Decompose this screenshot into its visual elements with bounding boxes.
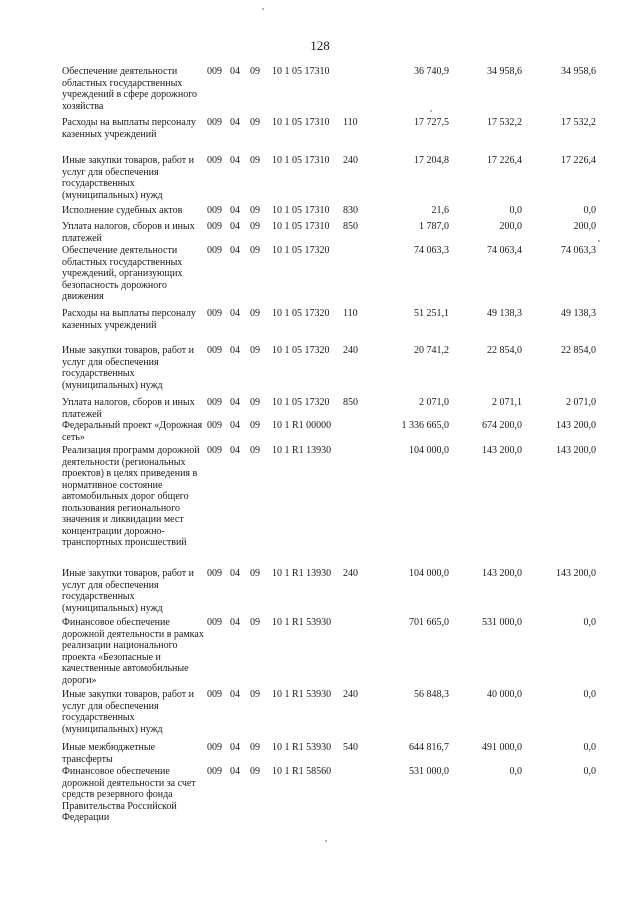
code-section: 04 [230,568,240,579]
value-year-3: 143 200,0 [556,568,596,579]
value-year-3: 0,0 [583,205,596,216]
value-year-1: 701 665,0 [409,617,449,628]
code-expense-type: 850 [343,221,358,232]
code-ved: 009 [207,617,222,628]
value-year-2: 531 000,0 [482,617,522,628]
code-expense-type: 110 [343,308,358,319]
scan-speck [325,840,327,842]
code-ved: 009 [207,742,222,753]
code-section: 04 [230,155,240,166]
row-label: Иные межбюджетные трансферты [62,742,156,765]
code-target-article: 10 1 R1 53930 [272,689,332,700]
value-year-2: 74 063,4 [487,245,522,256]
row-label: Реализация программ дорожной деятельности (региональных проектов) в целях приведения в нормативное состояние автомобильных дорог общего пользования регионального значения и ликвидации мест концентрации дорожно-транспортных происшествий [62,445,200,548]
code-subsection: 09 [250,397,260,408]
code-target-article: 10 1 05 17320 [272,308,330,319]
row-label: Финансовое обеспечение дорожной деятельности за счет средств резервного фонда Правительства Российской Федерации [62,766,196,823]
value-year-3: 49 138,3 [561,308,596,319]
code-ved: 009 [207,221,222,232]
code-subsection: 09 [250,420,260,431]
value-year-2: 143 200,0 [482,445,522,456]
code-section: 04 [230,397,240,408]
page-number: 128 [310,38,330,53]
code-ved: 009 [207,397,222,408]
value-year-1: 2 071,0 [419,397,449,408]
code-ved: 009 [207,345,222,356]
code-expense-type: 540 [343,742,358,753]
value-year-3: 0,0 [583,689,596,700]
code-target-article: 10 1 05 17320 [272,345,330,356]
row-label: Обеспечение деятельности областных государственных учреждений в сфере дорожного хозяйства [62,66,198,112]
code-target-article: 10 1 R1 58560 [272,766,332,777]
code-expense-type: 240 [343,345,358,356]
code-subsection: 09 [250,689,260,700]
code-target-article: 10 1 R1 13930 [272,568,332,579]
value-year-1: 21,6 [431,205,449,216]
value-year-2: 674 200,0 [482,420,522,431]
code-ved: 009 [207,689,222,700]
code-section: 04 [230,308,240,319]
code-subsection: 09 [250,205,260,216]
value-year-3: 22 854,0 [561,345,596,356]
scan-speck [430,110,432,112]
value-year-3: 34 958,6 [561,66,596,77]
code-subsection: 09 [250,766,260,777]
row-label: Уплата налогов, сборов и иных платежей [62,221,195,244]
code-expense-type: 240 [343,568,358,579]
code-section: 04 [230,445,240,456]
code-target-article: 10 1 R1 13930 [272,445,332,456]
code-expense-type: 830 [343,205,358,216]
code-target-article: 10 1 R1 53930 [272,617,332,628]
code-ved: 009 [207,308,222,319]
code-expense-type: 850 [343,397,358,408]
code-section: 04 [230,689,240,700]
value-year-3: 17 532,2 [561,117,596,128]
value-year-2: 49 138,3 [487,308,522,319]
value-year-1: 51 251,1 [414,308,449,319]
value-year-1: 531 000,0 [409,766,449,777]
row-label: Иные закупки товаров, работ и услуг для обеспечения государственных (муниципальных) нужд [62,689,195,735]
row-label: Иные закупки товаров, работ и услуг для обеспечения государственных (муниципальных) нужд [62,568,195,614]
code-section: 04 [230,420,240,431]
scan-speck [598,240,600,242]
code-subsection: 09 [250,221,260,232]
value-year-3: 74 063,3 [561,245,596,256]
row-label: Исполнение судебных актов [62,205,183,216]
value-year-1: 17 727,5 [414,117,449,128]
code-ved: 009 [207,205,222,216]
value-year-2: 0,0 [509,205,522,216]
row-label: Финансовое обеспечение дорожной деятельности в рамках реализации национального проекта «Безопасные и качественные автомобильные дороги» [62,617,204,686]
row-label: Федеральный проект «Дорожная сеть» [62,420,203,443]
code-target-article: 10 1 05 17320 [272,245,330,256]
code-ved: 009 [207,66,222,77]
value-year-2: 143 200,0 [482,568,522,579]
code-subsection: 09 [250,617,260,628]
value-year-1: 104 000,0 [409,445,449,456]
code-ved: 009 [207,766,222,777]
value-year-1: 56 848,3 [414,689,449,700]
code-ved: 009 [207,155,222,166]
code-subsection: 09 [250,308,260,319]
value-year-1: 36 740,9 [414,66,449,77]
value-year-1: 644 816,7 [409,742,449,753]
value-year-1: 1 336 665,0 [401,420,449,431]
value-year-3: 143 200,0 [556,445,596,456]
code-section: 04 [230,221,240,232]
row-label: Расходы на выплаты персоналу казенных учреждений [62,308,196,331]
value-year-1: 20 741,2 [414,345,449,356]
value-year-3: 143 200,0 [556,420,596,431]
code-target-article: 10 1 R1 53930 [272,742,332,753]
code-ved: 009 [207,568,222,579]
code-subsection: 09 [250,117,260,128]
code-ved: 009 [207,117,222,128]
row-label: Расходы на выплаты персоналу казенных учреждений [62,117,196,140]
code-subsection: 09 [250,742,260,753]
value-year-1: 74 063,3 [414,245,449,256]
code-section: 04 [230,205,240,216]
row-label: Иные закупки товаров, работ и услуг для обеспечения государственных (муниципальных) нужд [62,345,195,391]
scan-speck [262,8,264,10]
code-section: 04 [230,345,240,356]
code-target-article: 10 1 05 17310 [272,66,330,77]
code-section: 04 [230,117,240,128]
code-section: 04 [230,617,240,628]
code-section: 04 [230,245,240,256]
value-year-3: 2 071,0 [566,397,596,408]
code-subsection: 09 [250,568,260,579]
value-year-2: 40 000,0 [487,689,522,700]
code-subsection: 09 [250,66,260,77]
value-year-2: 491 000,0 [482,742,522,753]
code-target-article: 10 1 05 17310 [272,221,330,232]
code-target-article: 10 1 05 17310 [272,117,330,128]
code-expense-type: 240 [343,155,358,166]
value-year-3: 0,0 [583,742,596,753]
value-year-1: 1 787,0 [419,221,449,232]
code-subsection: 09 [250,445,260,456]
value-year-3: 17 226,4 [561,155,596,166]
value-year-3: 0,0 [583,766,596,777]
value-year-3: 0,0 [583,617,596,628]
code-target-article: 10 1 R1 00000 [272,420,332,431]
value-year-1: 104 000,0 [409,568,449,579]
code-section: 04 [230,66,240,77]
code-expense-type: 240 [343,689,358,700]
code-ved: 009 [207,245,222,256]
value-year-2: 2 071,1 [492,397,522,408]
code-subsection: 09 [250,245,260,256]
code-ved: 009 [207,445,222,456]
value-year-1: 17 204,8 [414,155,449,166]
value-year-2: 17 226,4 [487,155,522,166]
row-label: Иные закупки товаров, работ и услуг для обеспечения государственных (муниципальных) нужд [62,155,195,201]
code-section: 04 [230,766,240,777]
code-section: 04 [230,742,240,753]
value-year-2: 22 854,0 [487,345,522,356]
code-expense-type: 110 [343,117,358,128]
code-ved: 009 [207,420,222,431]
value-year-3: 200,0 [573,221,596,232]
code-subsection: 09 [250,155,260,166]
value-year-2: 200,0 [499,221,522,232]
row-label: Уплата налогов, сборов и иных платежей [62,397,195,420]
row-label: Обеспечение деятельности областных государственных учреждений, организующих безопасность дорожного движения [62,245,183,302]
value-year-2: 0,0 [509,766,522,777]
code-target-article: 10 1 05 17310 [272,155,330,166]
code-target-article: 10 1 05 17320 [272,397,330,408]
code-target-article: 10 1 05 17310 [272,205,330,216]
code-subsection: 09 [250,345,260,356]
value-year-2: 17 532,2 [487,117,522,128]
value-year-2: 34 958,6 [487,66,522,77]
